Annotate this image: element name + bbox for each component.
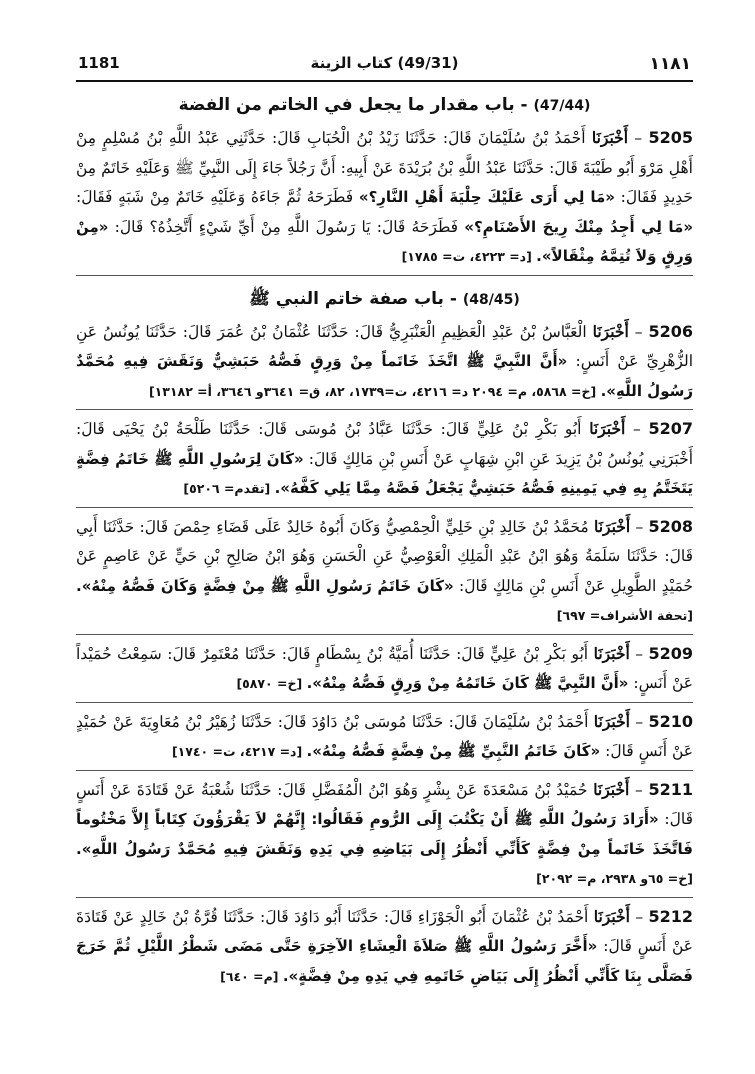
hadith-number: 5212 [648,906,693,926]
hadith-isnad: أَحْمَدُ بْنُ سُلَيْمَانَ قَالَ: حَدَّثَنَا زَيْدُ بْنُ الْحُبَابِ قَالَ: حَدَّثَنِي عَبْدُ اللَّهِ بْنُ مُسْلِمٍ مِنْ أَهْلِ مَرْوَ أَبُو طَيْبَةَ قَالَ: حَدَّثَنَا عَبْدُ اللَّهِ بْنُ بُرَيْدَةَ عَنْ أَبِيهِ: أَنَّ رَجُلاً جَاءَ إِلَى النَّبِيِّ ﷺ وَعَلَيْهِ خَاتَمٌ مِنْ حَدِيدٍ فَقَالَ: [76,129,693,206]
page-number-arabic: ١١٨١ [649,54,691,74]
hadith-dash: – [629,780,649,799]
hadith-isnad: أَحْمَدُ بْنُ سُلَيْمَانَ قَالَ: حَدَّثَنَا مُوسَى بْنُ دَاوُدَ قَالَ: حَدَّثَنَا زُهَيْرُ بْنُ مُعَاوِيَةَ عَنْ حُمَيْدٍ عَنْ أَنَسٍ قَالَ: [76,712,693,760]
hadith-references: [خ= ٥٨٧٠] [236,676,307,691]
akhbarana-word: أَخْبَرَنَا [593,711,630,731]
hadith-paragraph [76,317,693,411]
akhbarana-word: أَخْبَرَنَا [591,128,629,147]
hadith-paragraph [76,512,693,635]
hadith-number: 5205 [648,128,693,147]
hadith-references: [م= ٦٤٠] [220,968,283,984]
hadith-matn: «أَرَادَ رَسُولُ اللَّهِ ﷺ أَنْ يَكْتُبَ إِلَى الرُّومِ فَقَالُوا: إِنَّهُمْ لاَ يَقْرَؤُونَ كِتَاباً إِلاَّ مَخْتُوماً فَاتَّخَذَ خَاتَماً مِنْ فِضَّةٍ كَأَنِّي أَنْظُرُ إِلَى بَيَاضِهِ فِي يَدِهِ وَنَقَشَ فِيهِ مُحَمَّدٌ رَسُولُ اللَّهِ». [76,810,693,858]
hadith-isnad: أَبُو بَكْرِ بْنُ عَلِيٍّ قَالَ: حَدَّثَنَا أُمَيَّةُ بْنُ بِسْطَامٍ قَالَ: حَدَّثَنَا مُعْتَمِرٌ قَالَ: سَمِعْتُ حُمَيْداً عَنْ أَنَسٍ: [76,644,693,692]
hadith-paragraph [76,707,693,771]
hadith-isnad: الْعَبَّاسُ بْنُ عَبْدِ الْعَظِيمِ الْعَنْبَرِيُّ قَالَ: حَدَّثَنَا عُثْمَانُ بْنُ عُمَرَ قَالَ: حَدَّثَنَا يُونُسُ عَنِ الزُّهْرِيِّ عَنْ أَنَسٍ: [76,322,694,370]
hadith-paragraph [76,414,693,508]
chapter-number: (47/44) [533,98,591,114]
hadith-isnad: أَبُو بَكْرِ بْنُ عَلِيٍّ قَالَ: حَدَّثَنَا عَبَّادُ بْنُ مُوسَى قَالَ: حَدَّثَنَا طَلْحَةُ بْنُ يَحْيَى قَالَ: أَخْبَرَنِي يُونُسُ بْنُ يَزِيدَ عَنِ ابْنِ شِهَابٍ عَنْ أَنَسِ بْنِ مَالِكٍ قَالَ: [76,420,694,468]
chapter-heading [76,92,693,119]
hadith-matn: «كَانَ لِرَسُولِ اللَّهِ ﷺ خَاتَمُ فِضَّةٍ يَتَخَتَّمُ بِهِ فِي يَمِينِهِ فَصُّهُ حَبَشِيٌّ يَجْعَلُ فَصَّهُ مِمَّا يَلِي كَفَّهُ». [76,449,693,497]
hadith-isnad: مُحَمَّدُ بْنُ خَالِدِ بْنِ خَلِيٍّ الْحِمْصِيُّ وَكَانَ أَبُوهُ خَالِدٌ عَلَى قَضَاءِ حِمْصَ قَالَ: حَدَّثَنَا أَبِي قَالَ: حَدَّثَنَا سَلَمَةُ وَهُوَ ابْنُ عَبْدِ الْمَلِكِ الْعَوْصِيُّ عَنِ الْحَسَنِ وَهُوَ ابْنُ صَالِحِ بْنِ حَيٍّ عَنْ عَاصِمٍ عَنْ حُمَيْدٍ الطَّوِيلِ عَنْ أَنَسِ بْنِ مَالِكٍ قَالَ: [76,517,693,595]
hadith-dash: – [629,712,649,731]
hadith-isnad: أَحْمَدُ بْنُ عُثْمَانَ أَبُو الْجَوْزَاءِ قَالَ: حَدَّثَنَا أَبُو دَاوُدَ قَالَ: حَدَّثَنَا قُرَّةُ بْنُ خَالِدٍ عَنْ قَتَادَةَ عَنْ أَنَسٍ قَالَ: [76,907,693,955]
akhbarana-word: أَخْبَرَنَا [594,516,631,536]
hadith-matn: «كَانَ خَاتَمُ رَسُولِ اللَّهِ ﷺ مِنْ فِضَّةٍ وَكَانَ فَصُّهُ مِنْهُ». [76,576,454,595]
hadith-number: 5206 [648,321,693,341]
chapter-title: - باب صفة خاتم النبي ﷺ [249,288,457,309]
hadith-matn: «مِنْ وَرِقٍ وَلاَ تُتِمَّهُ مِثْقَالاً». [76,217,693,265]
hadith-paragraph [76,123,693,276]
hadith-references: [د= ٤٢٢٣، ت= ١٧٨٥] [401,249,537,264]
hadith-references: [تقدم= ٥٢٠٦] [183,481,275,496]
akhbarana-word: أَخْبَرَنَا [589,419,626,438]
akhbarana-word: أَخْبَرَنَا [592,321,629,341]
hadith-number: 5208 [648,516,693,536]
hadith-matn: «أَخَّرَ رَسُولُ اللَّهِ ﷺ صَلاَةَ الْعِشَاءِ الآخِرَةِ حَتَّى مَضَى شَطْرُ اللَّيْلِ ثُمَّ خَرَجَ فَصَلَّى بِنَا كَأَنِّي أَنْظُرُ إِلَى بَيَاضِ خَاتَمِهِ فِي يَدِهِ مِنْ فِضَّةٍ». [76,937,693,985]
hadith-matn: «أَنَّ النَّبِيَّ ﷺ كَانَ خَاتَمُهُ مِنْ وَرِقٍ فَصُّهُ مِنْهُ». [306,674,629,692]
hadith-matn: «مَا لِي أَجِدُ مِنْكَ رِيحَ الأَصْنَامِ؟» [464,217,694,236]
hadith-dash: – [625,420,649,438]
akhbarana-word: أَخْبَرَنَا [593,779,630,799]
hadith-dash: – [628,129,649,147]
hadith-text: فَطَرَحَهُ ثُمَّ جَاءَهُ وَعَلَيْهِ خَاتَمٌ مِنْ شَبَهٍ فَقَالَ: [76,188,359,206]
page-number-latin: 1181 [78,54,120,72]
chapter-number: (48/45) [462,291,520,308]
hadith-matn: «أَنَّ النَّبِيَّ ﷺ اتَّخَذَ خَاتَماً مِنْ وَرِقٍ فَصُّهُ حَبَشِيٌّ وَنَقَشَ فِيهِ مُحَمَّدٌ رَسُولُ اللَّهِ». [76,352,693,400]
akhbarana-word: أَخْبَرَنَا [593,643,630,663]
hadith-dash: – [629,644,649,663]
hadith-dash: – [629,907,649,926]
running-head [76,40,693,82]
hadith-references: [د= ٤٢١٧، ت= ١٧٤٠] [171,744,307,759]
hadith-references: [خ= ٥٨٦٨، م= ٢٠٩٤ د= ٤٢١٦، ت=١٧٣٩، ٨٢، ق= ٣٦٤١و ٣٦٤٦، أ= ١٣١٨٢] [148,383,601,399]
hadith-number: 5211 [648,779,694,799]
page-content [76,92,693,994]
hadith-number: 5209 [648,643,693,663]
hadith-dash: – [628,322,649,341]
hadith-isnad: حُمَيْدُ بْنُ مَسْعَدَةَ عَنْ بِشْرٍ وَهُوَ ابْنُ الْمُفَضَّلِ قَالَ: حَدَّثَنَا شُعْبَةُ عَنْ قَتَادَةَ عَنْ أَنَسٍ قَالَ: [76,780,694,828]
hadith-paragraph [76,639,693,703]
hadith-dash: – [630,517,649,536]
hadith-text: فَطَرَحَهُ قَالَ: يَا رَسُولَ اللَّهِ مِنْ أَيِّ شَيْءٍ أَتَّخِذُهُ؟ قَالَ: [108,217,465,236]
hadith-references: [خ= ٦٥و ٢٩٣٨، م= ٢٠٩٢] [536,871,693,886]
hadith-matn: «كَانَ خَاتَمُ النَّبِيِّ ﷺ مِنْ فِضَّةٍ فَصُّهُ مِنْهُ». [306,742,601,760]
hadith-number: 5210 [648,711,694,731]
hadith-paragraph [76,775,693,898]
hadith-paragraph [76,902,693,995]
chapter-heading [76,286,693,313]
book-title: (49/31) كتاب الزينة [310,54,459,72]
akhbarana-word: أَخْبَرَنَا [593,906,630,926]
chapter-title: - باب مقدار ما يجعل في الخاتم من الفضة [178,95,528,115]
hadith-matn: «مَا لِي أَرَى عَلَيْكَ حِلْيَةَ أَهْلِ النَّارِ؟» [358,188,615,206]
hadith-number: 5207 [648,419,693,438]
hadith-references: [تحفة الأشراف= ٦٩٧] [556,608,693,623]
